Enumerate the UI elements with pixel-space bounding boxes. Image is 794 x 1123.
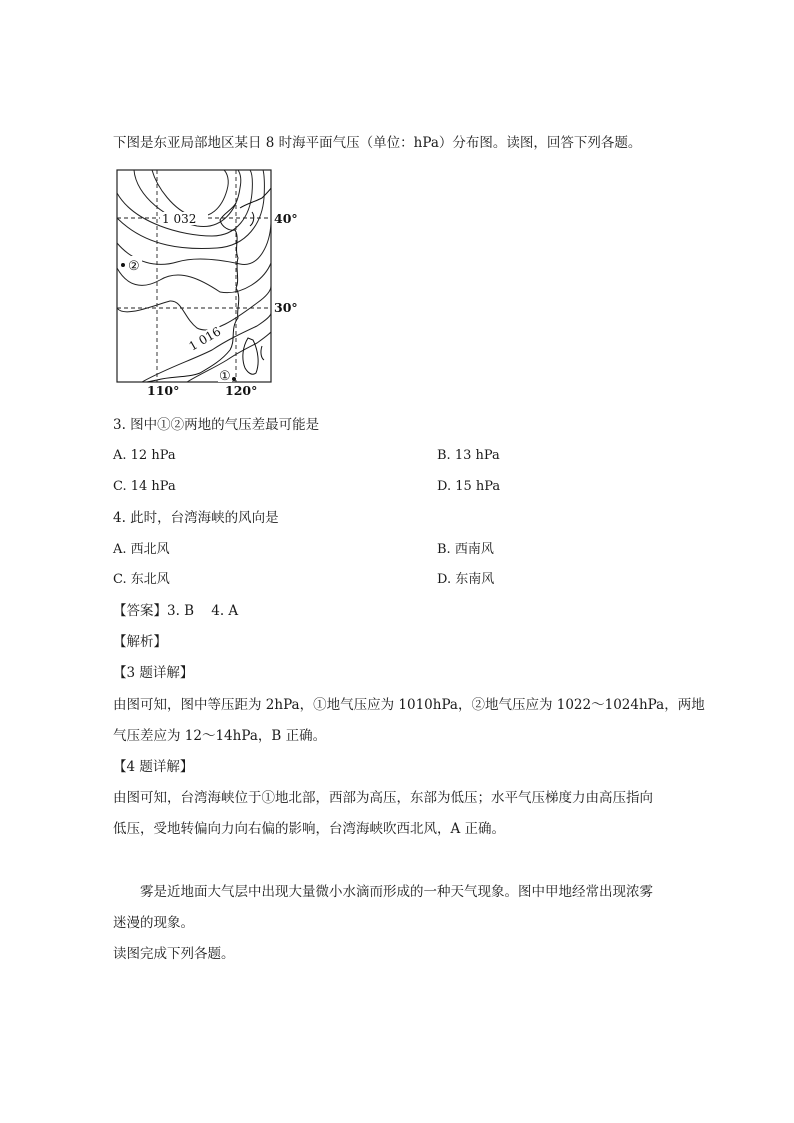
fog-text-3: 读图完成下列各题。 <box>113 946 235 962</box>
lon-label-110: 110° <box>147 383 180 396</box>
q4-option-a: A. 西北风 <box>113 542 170 557</box>
answer-line: 【答案】3. B 4. A <box>113 603 239 619</box>
lat-label-30: 30° <box>274 300 298 315</box>
point-2-label: ② <box>128 259 140 274</box>
detail3-text-2: 气压差应为 12～14hPa，B 正确。 <box>113 728 327 744</box>
intro-text: 下图是东亚局部地区某日 8 时海平面气压（单位：hPa）分布图。读图，回答下列各题。 <box>113 135 642 151</box>
detail4-text-2: 低压，受地转偏向力向右偏的影响，台湾海峡吹西北风，A 正确。 <box>113 821 506 837</box>
isobar-map-svg <box>112 168 302 396</box>
point-1-dot <box>232 377 236 381</box>
q3-option-a: A. 12 hPa <box>113 448 176 463</box>
detail3-heading: 【3 题详解】 <box>113 665 194 681</box>
q4-option-c: C. 东北风 <box>113 572 170 587</box>
lon-label-120: 120° <box>225 383 258 396</box>
detail3-text-1: 由图可知，图中等压距为 2hPa，①地气压应为 1010hPa，②地气压应为 1022～1024hPa，两地 <box>113 697 705 713</box>
point-1-label: ① <box>219 369 231 384</box>
q4-stem: 4. 此时，台湾海峡的风向是 <box>113 510 279 526</box>
detail4-text-1: 由图可知，台湾海峡位于①地北部，西部为高压，东部为低压；水平气压梯度力由高压指向 <box>113 790 653 806</box>
isobar-label-1032: 1 032 <box>162 212 197 226</box>
q3-option-b: B. 13 hPa <box>437 448 500 463</box>
q3-stem: 3. 图中①②两地的气压差最可能是 <box>113 417 320 433</box>
fog-text-1: 雾是近地面大气层中出现大量微小水滴而形成的一种天气现象。图中甲地经常出现浓雾 <box>140 884 653 900</box>
q3-option-c: C. 14 hPa <box>113 479 176 494</box>
detail4-heading: 【4 题详解】 <box>113 759 194 775</box>
q4-option-d: D. 东南风 <box>437 572 495 587</box>
isobar-label-1016: 1 016 <box>186 324 224 354</box>
q4-option-b: B. 西南风 <box>437 542 494 557</box>
fog-text-2: 迷漫的现象。 <box>113 915 194 931</box>
lat-label-40: 40° <box>274 211 298 226</box>
analysis-heading: 【解析】 <box>113 634 167 650</box>
q3-option-d: D. 15 hPa <box>437 479 501 494</box>
point-2-dot <box>121 263 125 267</box>
isobar-map <box>112 168 302 396</box>
